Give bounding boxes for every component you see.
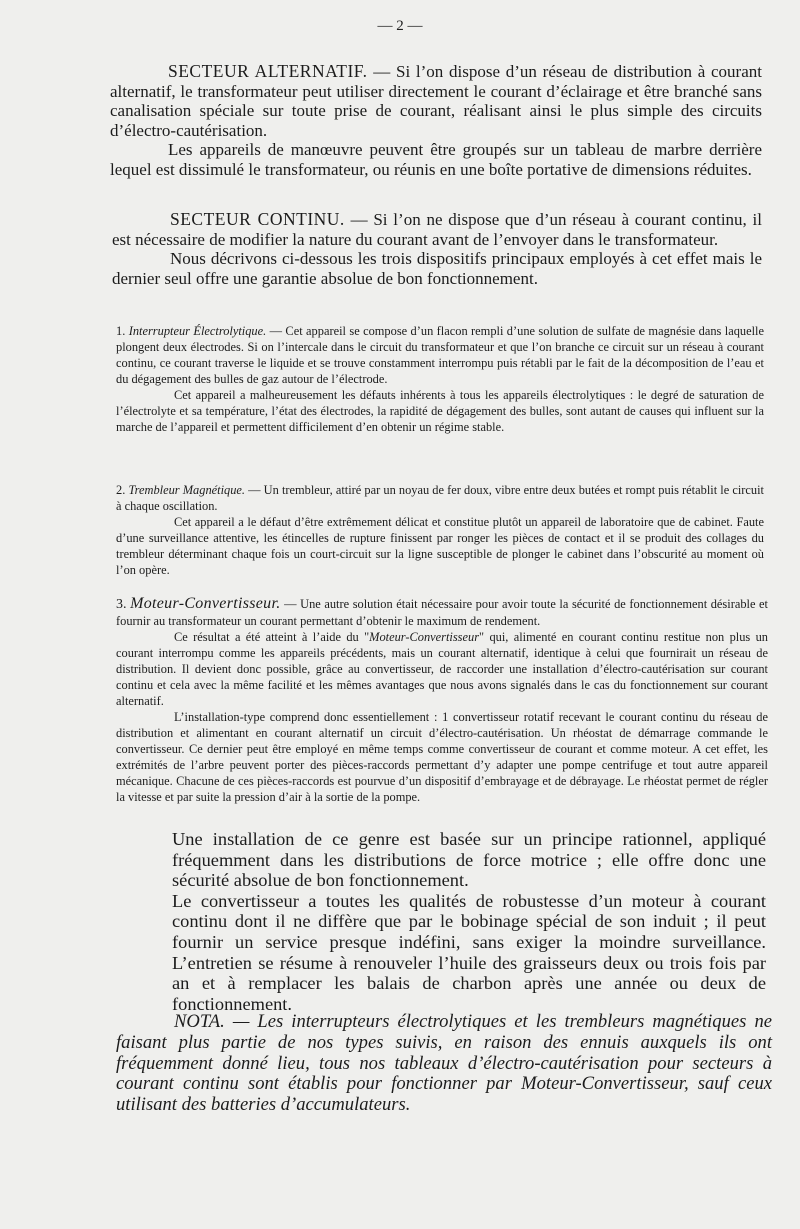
item-1-paragraph-1 — [116, 323, 764, 387]
continu-paragraph-2: Nous décrivons ci-dessous les trois dispositifs principaux employés à cet effet mais le dernier seul offre une garantie absolue de bon fonctionnement. — [112, 249, 762, 288]
item-3-p2-name: Moteur-Convertisseur — [369, 630, 480, 644]
item-2-number: 2. — [116, 483, 126, 497]
item-1-number: 1. — [116, 324, 126, 338]
nota-label: NOTA. — [174, 1011, 225, 1032]
item-3-text: — Une autre solution était nécessaire pour avoir toute la sécurité de fonctionnement désirable et fournir au transformateur un courant permettant d’obtenir le maximum de rendement. — [116, 597, 768, 628]
continu-paragraph-1 — [112, 210, 762, 249]
item-3-paragraph-1 — [116, 596, 768, 629]
conclusion-paragraph-2: Le convertisseur a toutes les qualités de robustesse d’un moteur à courant continu dont il ne diffère que par le bobinage spécial de son induit ; il peut fournir un service presque indéfini, sans exiger la moindre surveillance. L’entretien se résume à renouveler l’huile des graisseurs deux ou trois fois par an et à remplacer les balais de charbon après une année ou deux de fonctionnement. — [172, 890, 766, 1014]
item-2-text: — Un trembleur, attiré par un noyau de fer doux, vibre entre deux butées et rompt puis rétablit le circuit à chaque oscillation. — [116, 483, 764, 513]
conclusion-text-1: Une installation de ce genre est basée sur un principe rationnel, appliqué fréquemment dans les distributions de force motrice ; elle offre donc une sécurité absolue de bon fonctionnement. — [172, 829, 766, 891]
item-trembleur-magnetique — [116, 482, 764, 578]
item-3-paragraph-3: L’installation-type comprend donc essentiellement : 1 convertisseur rotatif recevant le courant continu du réseau de distribution et alimentant en courant alternatif un circuit d’électro-cautérisation. Un rhéostat de démarrage commande le convertisseur. Ce dernier peut être employé en même temps comme convertisseur de courant et comme moteur. A cet effet, les extrémités de l’arbre peuvent porter des pièces-raccords permettant d’y adapter une pompe centrifuge et tout autre appareil mécanique. Chacune de ces pièces-raccords est pourvue d’un dispositif d’embrayage et de débrayage. Le rhéostat permet de régler la vitesse et par suite la pression d’air à la sortie de la pompe. — [116, 710, 768, 804]
item-3-title: Moteur-Convertisseur. — [130, 595, 281, 612]
alternatif-text-1: — Si l’on dispose d’un réseau de distribution à courant alternatif, le transformateur peut utiliser directement le courant d’éclairage et être branché sans canalisation spéciale sur toute prise de courant, réalisant ainsi le plus simple des circuits d’électro-cautérisation. — [110, 62, 762, 140]
alternatif-heading: SECTEUR ALTERNATIF. — [168, 61, 368, 81]
item-3-p2-b: " qui, alimenté en courant continu restitue non plus un courant interrompu comme les appareils précédents, mais un courant alternatif, identique à celui que fournirait un réseau de distribution. Il devient donc possible, grâce au convertisseur, de raccorder une installation d’électro-cautérisation sur courant continu et cela avec la même facilité et les mêmes avantages que nous avons signalés dans le cas du fonctionnement sur courant alternatif. — [116, 630, 768, 708]
conclusion — [172, 829, 766, 1014]
section-secteur-alternatif — [110, 62, 762, 180]
item-3-p2-a: Ce résultat a été atteint à l’aide du " — [174, 630, 370, 644]
item-1-paragraph-2: Cet appareil a malheureusement les défauts inhérents à tous les appareils électrolytiques : le degré de saturation de l’électrolyte et sa température, l’état des électrodes, la rapidité de dégagement des bulles, sont autant de causes qui influent sur la marche de l’appareil et permettent difficilement d’en obtenir un régime stable. — [116, 388, 764, 434]
item-2-paragraph-1 — [116, 482, 764, 514]
item-2-paragraph-2: Cet appareil a le défaut d’être extrêmement délicat et constitue plutôt un appareil de laboratoire que de cabinet. Faute d’une surveillance attentive, les étincelles de rupture finissent par ronger les pièces de contact et il se produit des collages du trembleur déterminant chaque fois un court-circuit sur la ligne susceptible de plonger le cabinet dans l’obscurité au moment où l’on opère. — [116, 515, 764, 577]
item-3-paragraph-2 — [116, 629, 768, 709]
page-number: — 2 — — [377, 18, 423, 34]
nota-block — [116, 1012, 772, 1116]
item-3-number: 3. — [116, 597, 127, 612]
item-1-title: Interrupteur Électrolytique. — [128, 324, 267, 338]
nota-text: — Les interrupteurs électrolytiques et les trembleurs magnétiques ne faisant plus partie de nos types suivis, en raison des ennuis auxquels ils ont fréquemment donné lieu, tous nos tableaux d’électro-cautérisation pour secteurs à courant continu sont établis pour fonctionner par Moteur-Convertisseur, sauf ceux utilisant des batteries d’accumulateurs. — [116, 1011, 772, 1116]
section-secteur-continu — [112, 210, 762, 288]
alternatif-paragraph-2: Les appareils de manœuvre peuvent être groupés sur un tableau de marbre derrière lequel est dissimulé le transformateur, ou réunis en une boîte portative de dimensions réduites. — [110, 140, 762, 179]
item-interrupteur-electrolytique — [116, 323, 764, 435]
item-moteur-convertisseur — [116, 596, 768, 805]
continu-heading: SECTEUR CONTINU. — [170, 209, 345, 229]
item-1-text: — Cet appareil se compose d’un flacon rempli d’une solution de sulfate de magnésie dans laquelle plongent deux électrodes. Si on l’intercale dans le circuit du transformateur et que l’on branche ce circuit sur un réseau à courant continu, ce courant traverse le liquide et se trouve constamment interrompu puis rétabli par le fait de la décomposition de l’eau et du dégagement des bulles de gaz autour de l’électrode. — [116, 324, 764, 386]
nota-paragraph — [116, 1012, 772, 1116]
alternatif-paragraph-1 — [110, 62, 762, 140]
conclusion-paragraph-1 — [172, 829, 766, 891]
continu-text-1: — Si l’on ne dispose que d’un réseau à courant continu, il est nécessaire de modifier la nature du courant avant de l’envoyer dans le transformateur. — [112, 210, 763, 249]
item-2-title: Trembleur Magnétique. — [128, 483, 246, 497]
